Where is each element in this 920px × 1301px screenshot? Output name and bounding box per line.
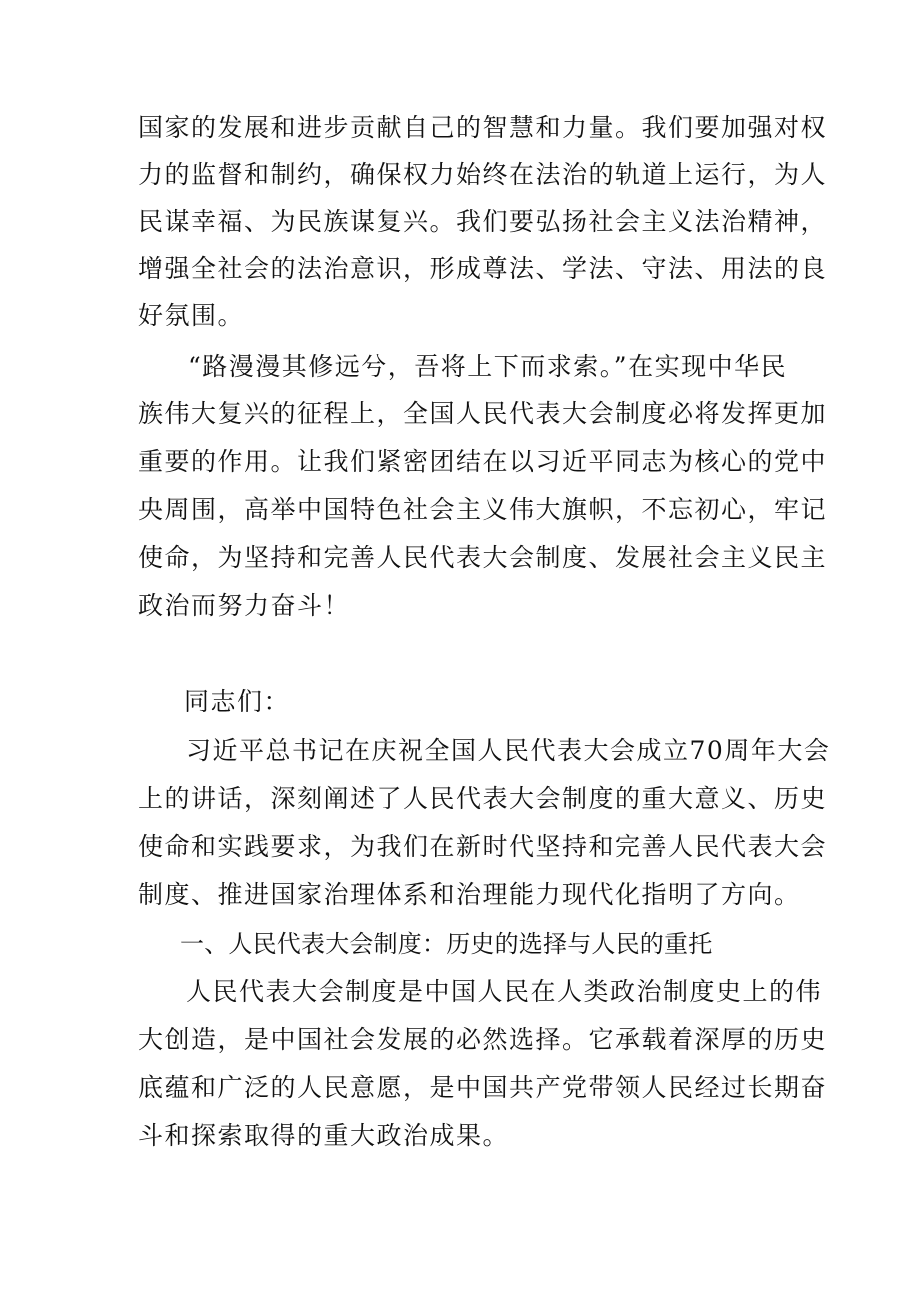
text-line: 制度、推进国家治理体系和治理能力现代化指明了方向。 — [138, 880, 801, 909]
section-heading: 一、人民代表大会制度：历史的选择与人民的重托 — [180, 930, 713, 958]
text-line: 大创造，是中国社会发展的必然选择。它承载着深厚的历史 — [138, 1025, 828, 1054]
text-line: 力的监督和制约，确保权力始终在法治的轨道上运行，为人 — [138, 160, 828, 189]
text-line: 底蕴和广泛的人民意愿，是中国共产党带领人民经过长期奋 — [138, 1073, 828, 1102]
text-line: 国家的发展和进步贡献自己的智慧和力量。我们要加强对权 — [138, 113, 828, 142]
salutation: 同志们： — [184, 687, 291, 716]
text-line: 习近平总书记在庆祝全国人民代表大会成立70周年大会 — [186, 736, 831, 765]
text-line: 民谋幸福、为民族谋复兴。我们要弘扬社会主义法治精神， — [138, 207, 828, 236]
text-line: 使命和实践要求，为我们在新时代坚持和完善人民代表大会 — [138, 832, 828, 861]
text-line: 上的讲话，深刻阐述了人民代表大会制度的重大意义、历史 — [138, 784, 828, 813]
text-line: 好氛围。 — [138, 301, 245, 330]
text-line: 族伟大复兴的征程上，全国人民代表大会制度必将发挥更加 — [138, 399, 828, 428]
text-line: 使命，为坚持和完善人民代表大会制度、发展社会主义民主 — [138, 543, 828, 572]
text-line: 斗和探索取得的重大政治成果。 — [138, 1121, 510, 1150]
text-line: “路漫漫其修远兮，吾将上下而求索。”在实现中华民 — [188, 352, 788, 381]
text-line: 人民代表大会制度是中国人民在人类政治制度史上的伟 — [186, 977, 823, 1006]
text-line: 增强全社会的法治意识，形成尊法、学法、守法、用法的良 — [138, 254, 828, 283]
text-line: 央周围，高举中国特色社会主义伟大旗帜，不忘初心，牢记 — [138, 495, 828, 524]
text-line: 重要的作用。让我们紧密团结在以习近平同志为核心的党中 — [138, 447, 828, 476]
text-line: 政治而努力奋斗！ — [138, 591, 351, 620]
